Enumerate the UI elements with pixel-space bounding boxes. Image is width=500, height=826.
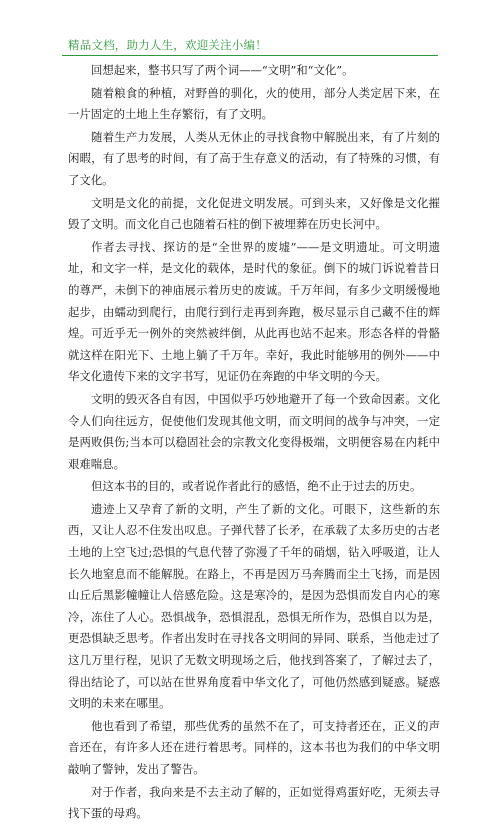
paragraph: 遗迹上又孕育了新的文明，产生了新的文化。可眼下，这些新的东西，又让人忍不住发出叹息。子弹代替了长矛，在承载了太多历史的古老土地的上空飞过;恐惧的气息代替了弥漫了千年的硝烟，钻入呼吸道，让人长久地窒息而不能解脱。在路上，不再是因万马奔腾而尘土飞扬，而是因山丘后黑影幢幢让人倍感危险。这是寒冷的，是因为恐惧而发自内心的寒冷，冻住了人心。恐惧战争，恐惧混乱，恐惧无所作为，恐惧自以为是，更恐惧缺乏思考。作者出发时在寻找各文明间的异同、联系，当他走过了这几万里行程，见识了无数文明现场之后，他找到答案了，了解过去了，得出结论了，可以站在世界角度看中华文化了，可他仍然感到疑惑。疑惑文明的未来在哪里。 — [68, 501, 440, 711]
page-header: 精品文档，助力人生，欢迎关注小编！ — [68, 38, 267, 52]
paragraph: 文明的毁灭各自有因，中国似乎巧妙地避开了每一个致命因素。文化令人们向往远方，促使他们发现其他文明，而文明间的战争与冲突，一定是两败俱伤;当本可以稳固社会的宗教文化变得极端，文明便容易在内耗中艰难喘息。 — [68, 391, 440, 471]
paragraph: 随着生产力发展，人类从无休止的寻找食物中解脱出来，有了片刻的闲暇，有了思考的时间，有了高于生存意义的活动，有了特殊的习惯，有了文化。 — [68, 129, 440, 187]
paragraph: 随着粮食的种植，对野兽的驯化，火的使用，部分人类定居下来，在一片固定的土地上生存繁衍，有了文明。 — [68, 85, 440, 122]
document-body — [68, 60, 440, 826]
paragraph: 他也看到了希望，那些优秀的虽然不在了，可支持者还在，正义的声音还在，有许多人还在进行着思考。同样的，这本书也为我们的中华文明敲响了警钟，发出了警告。 — [68, 718, 440, 776]
paragraph: 作者去寻找、探访的是“全世界的废墟”——是文明遗址。可文明遗址，和文字一样，是文化的载体，是时代的象征。倒下的城门诉说着昔日的尊严，未倒下的神庙展示着历史的废诚。千万年间，有多少文明缓慢地起步，由蠕动到爬行，由爬行到行走再到奔跑，极尽显示自己藏不住的辉煌。可近乎无一例外的突然被绊倒，从此再也站不起来。形态各样的骨骼就这样在阳光下、土地上躺了千万年。幸好，我此时能够用的例外——中华文化遗传下来的文字书写，见证仍在奔跑的中华文明的今天。 — [68, 239, 440, 384]
paragraph: 文明是文化的前提，文化促进文明发展。可到头来，又好像是文化摧毁了文明。而文化自己也随着石柱的倒下被埋葬在历史长河中。 — [68, 195, 440, 232]
header-divider — [62, 55, 438, 56]
paragraph: 对于作者，我向来是不去主动了解的，正如觉得鸡蛋好吃，无须去寻找下蛋的母鸡。 — [68, 784, 440, 821]
paragraph: 但这本书的目的，或者说作者此行的感悟，绝不止于过去的历史。 — [91, 479, 422, 494]
paragraph: 回想起来，整书只写了两个词——“文明”和“文化”。 — [91, 63, 354, 77]
